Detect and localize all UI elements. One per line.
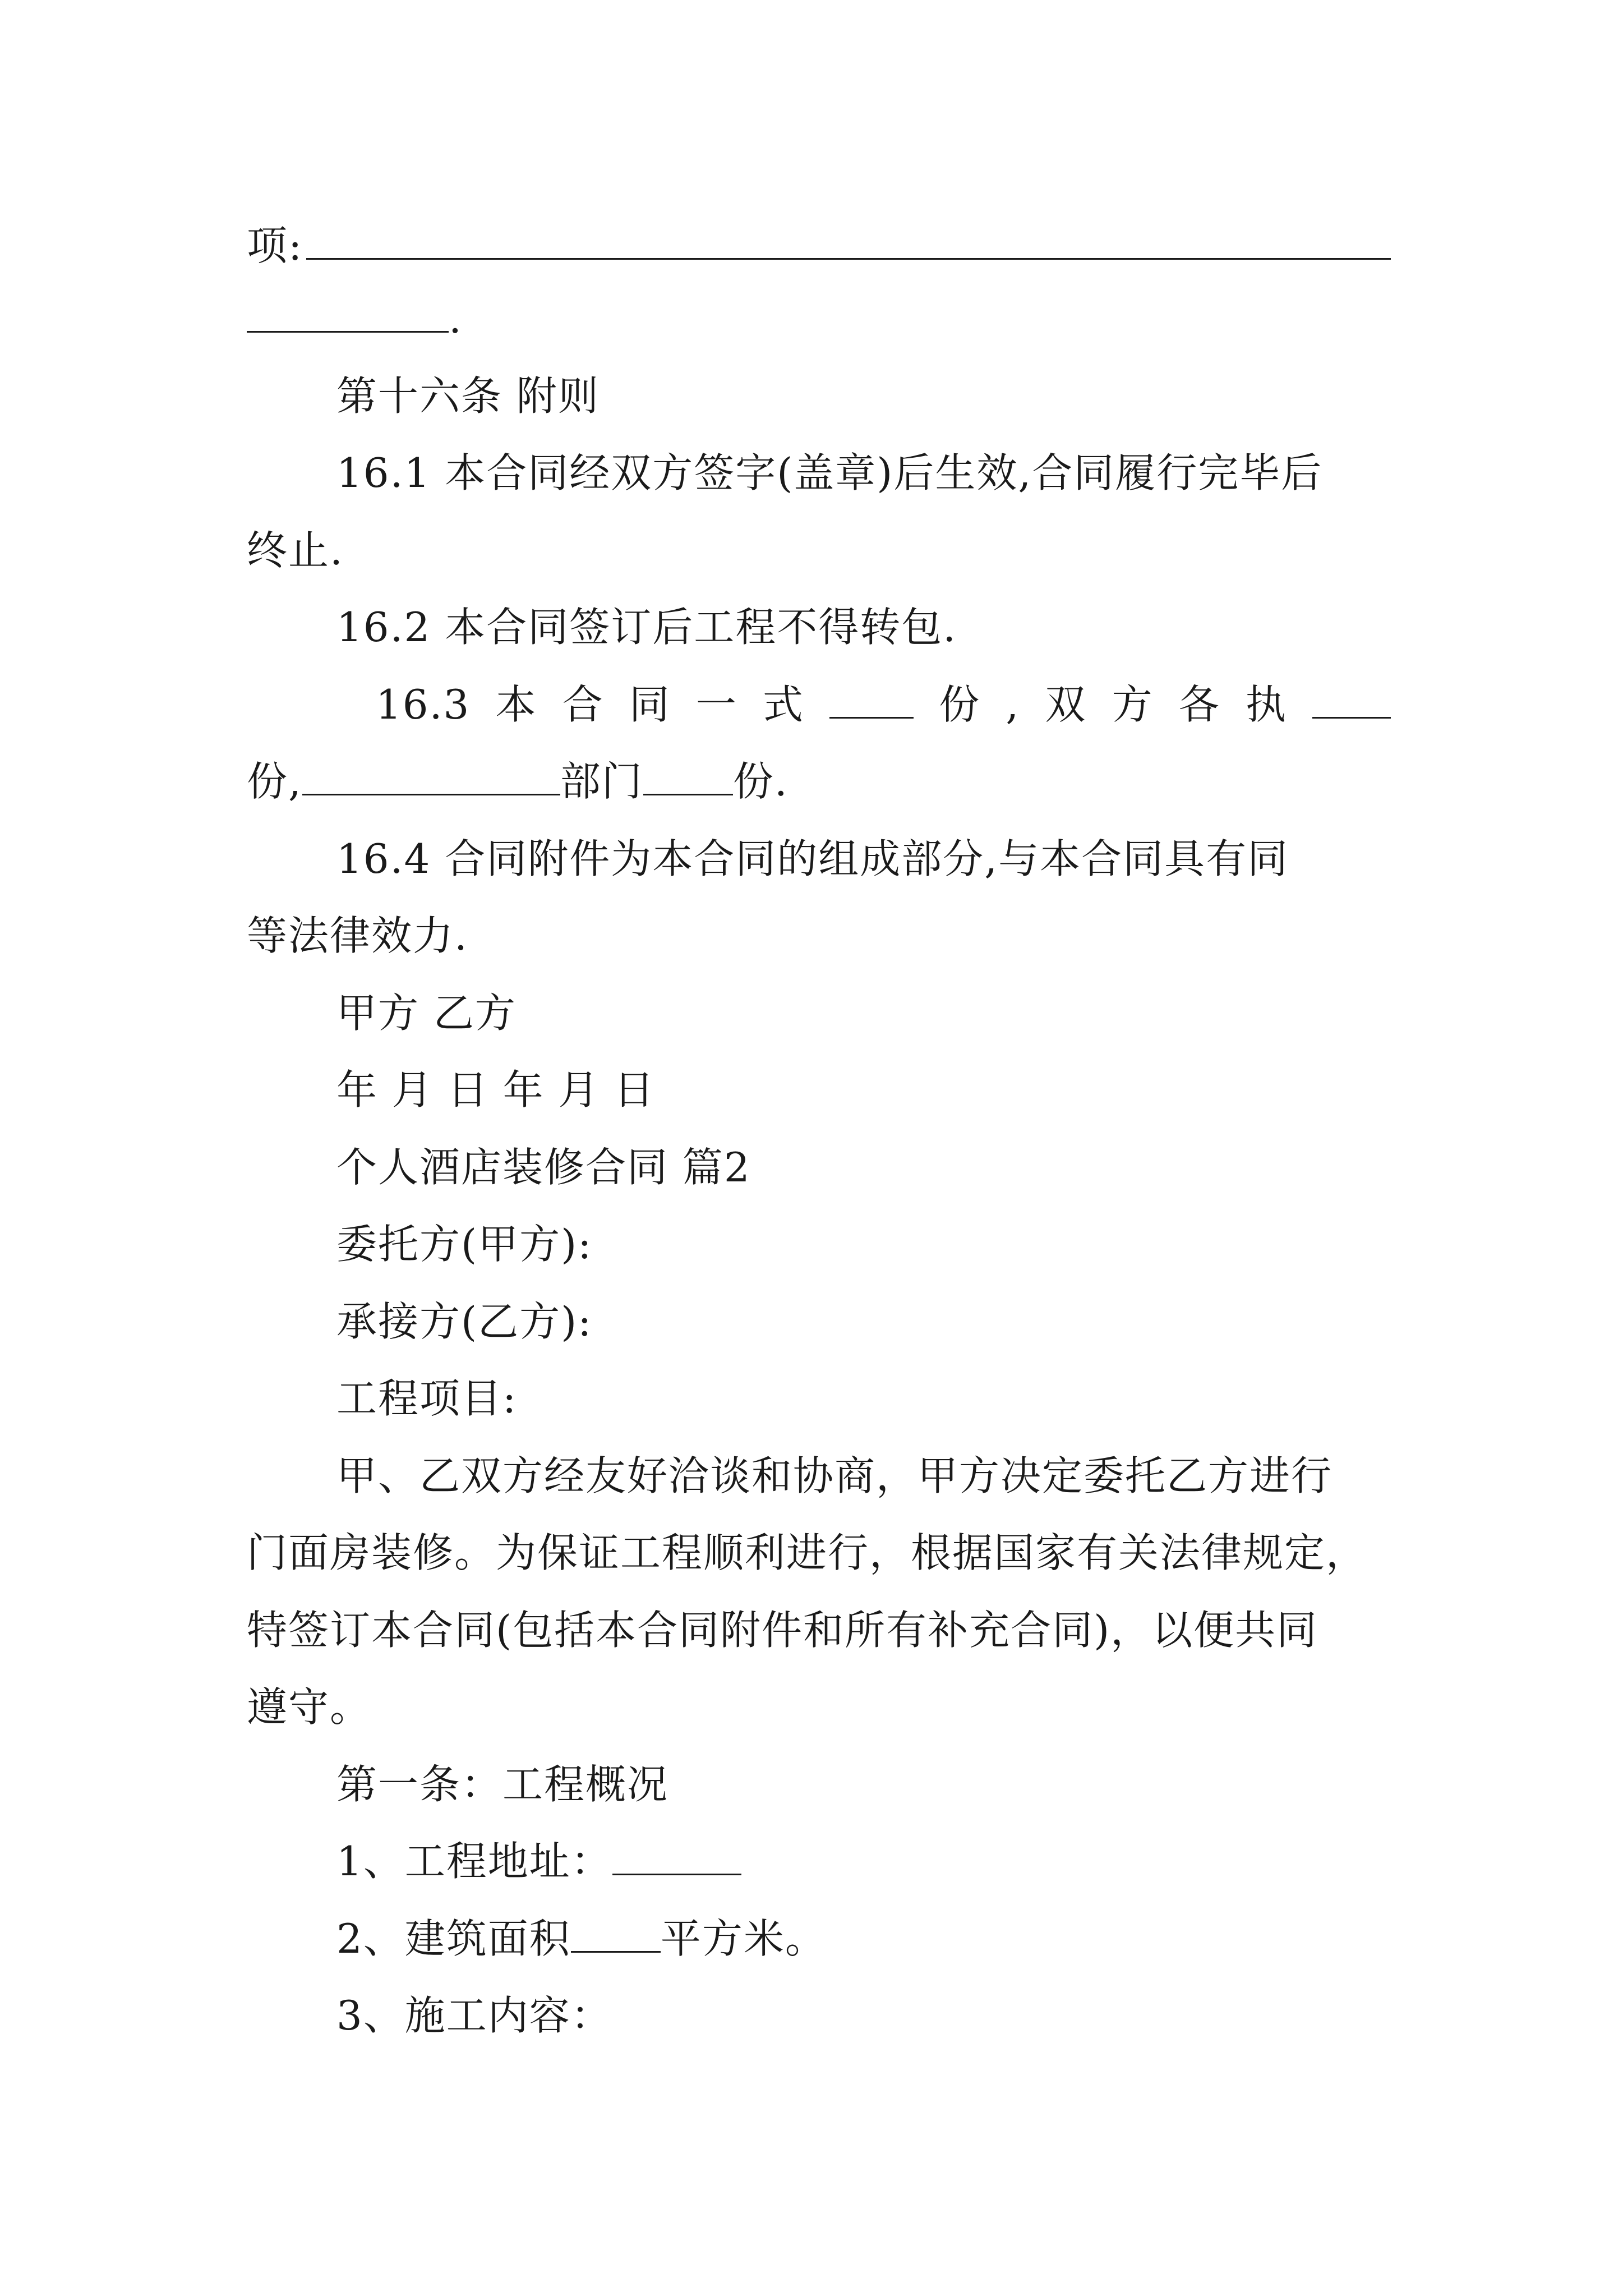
text-fragment: 部门 [560, 758, 643, 805]
text-fragment: 份, [247, 758, 302, 805]
clause-16-1-line2: 终止. [247, 527, 344, 574]
item-2-area [336, 1912, 1481, 1966]
blank-underline [643, 760, 733, 795]
article-16-title: 第十六条 附则 [336, 372, 600, 420]
intro-line-1: 甲、乙双方经友好洽谈和协商，甲方决定委托乙方进行 [336, 1452, 1333, 1499]
char: 合 [562, 681, 604, 728]
text-fragment: 份. [732, 758, 789, 805]
line-blank-end [247, 292, 1391, 346]
clause-16-3-line1 [376, 678, 1391, 731]
section-title-2: 个人酒店装修合同 篇2 [336, 1144, 751, 1191]
char: 份 [939, 681, 981, 728]
signature-dates: 年 月 日 年 月 日 [336, 1066, 656, 1114]
char: 方 [1112, 681, 1154, 728]
clause-16-3-line2 [247, 754, 1391, 808]
item-label: 项: [247, 222, 303, 269]
blank-underline [571, 1917, 661, 1953]
clause-number: 16.3 [376, 681, 471, 728]
client-party: 委托方(甲方): [336, 1221, 593, 1268]
line-item-continuation [247, 219, 1391, 273]
char: 执 [1245, 681, 1287, 728]
item-label: 1、工程地址： [336, 1838, 612, 1885]
char: 式 [763, 681, 805, 728]
comma: , [1006, 681, 1020, 728]
blank-underline [1312, 683, 1391, 719]
project-label: 工程项目: [336, 1375, 518, 1422]
parties-signature: 甲方 乙方 [336, 990, 517, 1037]
char: 同 [629, 681, 671, 728]
clause-16-4-line2: 等法律效力. [247, 912, 468, 959]
blank-underline [829, 683, 914, 719]
article-1-title: 第一条：工程概况 [336, 1761, 669, 1808]
blank-underline [306, 224, 1391, 260]
item-label: 2、建筑面积 [336, 1915, 571, 1962]
char: 本 [495, 681, 537, 728]
char: 双 [1045, 681, 1087, 728]
unit-label: 平方米。 [660, 1915, 827, 1962]
contractor-party: 承接方(乙方): [336, 1298, 593, 1345]
intro-line-2: 门面房装修。为保证工程顺利进行，根据国家有关法律规定， [247, 1529, 1368, 1576]
intro-line-3: 特签订本合同(包括本合同附件和所有补充合同)，以便共同 [247, 1607, 1318, 1654]
intro-line-4: 遵守。 [247, 1683, 372, 1731]
blank-underline [302, 760, 560, 795]
clause-16-1-line1: 16.1 本合同经双方签字(盖章)后生效,合同履行完毕后 [336, 449, 1323, 496]
period: . [449, 295, 463, 342]
blank-underline [612, 1840, 741, 1875]
blank-underline [247, 297, 449, 333]
item-1-address [336, 1834, 1481, 1888]
clause-16-2: 16.2 本合同签订后工程不得转包. [336, 604, 957, 651]
item-3-content: 3、施工内容： [336, 1992, 612, 2039]
char: 一 [695, 681, 737, 728]
clause-16-4-line1: 16.4 合同附件为本合同的组成部分,与本合同具有同 [336, 835, 1289, 882]
char: 各 [1178, 681, 1220, 728]
